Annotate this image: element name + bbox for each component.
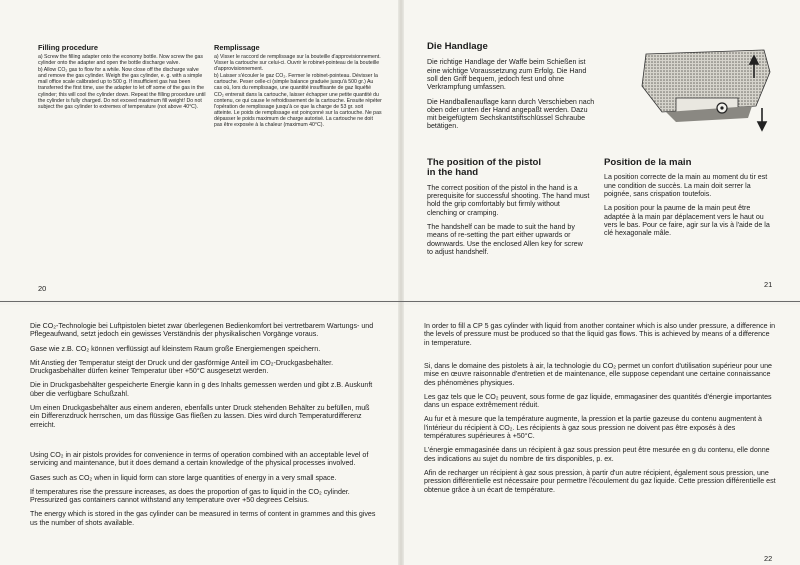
- page-divider-line: [0, 301, 800, 302]
- filling-procedure-section: [38, 43, 206, 110]
- filling-step-b: b) Allow CO₂ gas to flow for a while. Now close off the discharge valve and remove the gas cylinder. Weigh the gas cylinder, e. g. with a simple mail office scale calibrated up to 500 g. If insufficient gas has been transferred the first time, use the adapter to let off some of the gas in the cylinder; this will cool the cylinder down. Repeat the filling procedure until the cylinder is fully charged. Do not exceed maximum fill weight! Do not subject the gas cylinder to extremes of temperature (not above 40°C).: [38, 67, 206, 110]
- page-number-21: 21: [764, 280, 773, 289]
- fr-para-1: Si, dans le domaine des pistolets à air, la technologie du CO₂ permet un confort d'utilisation supérieur pour une mise en œuvre raisonnable d'entretien et de maintenance, elle suppose cependant une certaine connaissance des phénomènes physiques.: [424, 362, 772, 387]
- de-para-1: Die CO₂-Technologie bei Luftpistolen bietet zwar überlegenen Bedienkomfort bei vertretbarem Wartungs- und Pflegeaufwand, setzt jedoch ein gewisses Verständnis der physikalischen Vorgänge voraus.: [30, 322, 374, 339]
- right-en-para: In order to fill a CP 5 gas cylinder with liquid from another container which is also under pressure, a difference in the levels of pressure must be produced so that the liquid gas flows. This is achieved by means of a difference in temperature.: [424, 322, 776, 347]
- fr-para-3: Au fur et à mesure que la température augmente, la pression et la partie gazeuse du contenu augmentent à l'intérieur du récipient à CO₂. Les récipients à gaz sous pression ne doivent pas être exposés à des températures supérieures à +50°C.: [424, 415, 762, 441]
- handlage-section: [427, 42, 597, 137]
- en-para-2: Gases such as CO₂ when in liquid form can store large quantities of energy in a very small space.: [30, 473, 337, 482]
- handlage-para-2: Die Handballenauflage kann durch Verschieben nach oben oder unten der Hand angepaßt werden. Dazu mit beigefügtem Sechskantstiftschlüssel Schraube betätigen.: [427, 97, 595, 131]
- remplissage-section: [214, 43, 382, 128]
- remplissage-step-a: a) Visser le raccord de remplissage sur la bouteille d'approvisionnement. Visser la cartouche sur celui-ci. Ouvrir le robinet-pointeau de la bouteille d'approvisionnement.: [214, 54, 381, 73]
- co2-german-section: [30, 322, 380, 435]
- en-para-4: The energy which is stored in the gas cylinder can be measured in terms of content in grammes and this gives us the number of shots available.: [30, 510, 376, 527]
- filling-procedure-title: Filling procedure: [38, 43, 98, 52]
- position-fr-title: Position de la main: [604, 157, 692, 168]
- pistol-grip-illustration: [636, 46, 776, 138]
- position-en-para-1: The correct position of the pistol in the hand is a prerequisite for successful shooting. The hand must hold the grip comfortably but firmly without clenching or cramping.: [427, 183, 590, 217]
- de-para-2: Gase wie z.B. CO₂ können verflüssigt auf kleinstem Raum große Energiemengen speichern.: [30, 344, 321, 353]
- page-number-22: 22: [764, 554, 773, 563]
- de-para-3: Mit Anstieg der Temperatur steigt der Druck und der gasförmige Anteil im CO₂-Druckgasbehälter. Druckgasbehälter dürfen keiner Temperatur über +50°C ausgesetzt werden.: [30, 358, 334, 376]
- de-para-5: Um einen Druckgasbehälter aus einem anderen, ebenfalls unter Druck stehenden Behälter zu befüllen, muß ein Differenzdruck herrschen, um das flüssige Gas fließen zu lassen. Dies wird durch Temperaturdifferenz erreicht.: [30, 404, 370, 429]
- page-number-20: 20: [38, 284, 47, 293]
- position-fr-para-2: La position pour la paume de la main peut être adaptée à la main par déplacement vers le haut ou vers le bas. Pour ce faire, agir sur la vis à l'aide de la clé hexagonale mâle.: [604, 204, 770, 238]
- filling-procedure-list: [38, 54, 206, 110]
- position-en-title-line2: in the hand: [427, 167, 479, 179]
- adjust-screw-center: [720, 106, 723, 109]
- position-en-section: [427, 158, 590, 262]
- remplissage-list: [214, 54, 382, 128]
- position-en-title-line1: The position of the pistol: [427, 157, 542, 168]
- remplissage-step-b: b) Laisser s'écouler le gaz CO₂. Fermer le robinet-pointeau. Dévisser la cartouche. Peser celle-ci (simple balance graduée jusqu'à 500 gr.) Au cas où, lors du remplissage, une quantité insuffisante de gaz liquéfié CO₂ entrerait dans la cartouche, laisser échapper une petite quantité du contenu, ce qui cause le refroidissement de la cartouche. Ensuite répéter l'opération de remplissage jusqu'à ce que la charge de 53 gr. soit atteinte. Le poids de remplissage est poinçonné sur la cartouche. Ne pas dépasser le poids maximum de charge autorisé. La cartouche ne doit pas être exposée à la chaleur (maximum 40°C).: [214, 73, 382, 129]
- fr-para-5: Afin de recharger un récipient à gaz sous pression, à partir d'un autre récipient, également sous pression, une pression différentielle est nécessaire pour permettre l'écoulement du gaz liquide. Cette pression différentielle est obtenue grâce à un écart de température.: [424, 468, 776, 494]
- de-para-4: Die in Druckgasbehälter gespeicherte Energie kann in g des Inhalts gemessen werden und gibt z.B. Auskunft über die verfügbare Schußzahl.: [30, 381, 373, 398]
- position-fr-para-1: La position correcte de la main au moment du tir est une condition de succès. La main doit serrer la poignée, sans crispation toutefois.: [604, 173, 768, 198]
- handlage-title: Die Handlage: [427, 41, 488, 52]
- page-fold: [398, 0, 404, 565]
- arrow-down-icon: [758, 108, 766, 130]
- filling-step-a: a) Screw the filling adapter onto the economy bottle. Now screw the gas cylinder onto the adapter and open the bottle discharge valve.: [38, 54, 203, 67]
- co2-right-english-section: [424, 322, 776, 353]
- en-para-1: Using CO₂ in air pistols provides for convenience in terms of operation combined with an acceptable level of servicing and maintenance, but it does demand a certain knowledge of the physical processes involved.: [30, 451, 369, 468]
- en-para-3: If temperatures rise the pressure increases, as does the proportion of gas to liquid in the CO₂ cylinder. Pressurized gas containers cannot withstand any temperature over +50 degrees Celsius.: [30, 487, 350, 505]
- position-en-para-2: The handshelf can be made to suit the hand by means of re-setting the part either upwards or downwards. Use the enclosed Allen key for screw to adjust handshelf.: [427, 223, 583, 256]
- handlage-para-1: Die richtige Handlage der Waffe beim Schießen ist eine wichtige Voraussetzung zum Erfolg. Die Hand soll den Griff bequem, jedoch fest und ohne Verkrampfung umfassen.: [427, 58, 587, 92]
- remplissage-title: Remplissage: [214, 43, 260, 52]
- co2-english-section: [30, 451, 380, 533]
- fr-para-4: L'énergie emmagasinée dans un récipient à gaz sous pression peut être mesurée en g du contenu, elle donne des indications au sujet du nombre de tirs disponibles, p. ex.: [424, 446, 770, 463]
- fr-para-2: Les gaz tels que le CO₂ peuvent, sous forme de gaz liquide, emmagasiner des quantités d'énergie importantes dans un espace extrêmement réduit.: [424, 392, 772, 410]
- position-fr-section: [604, 158, 776, 243]
- co2-french-section: [424, 362, 776, 500]
